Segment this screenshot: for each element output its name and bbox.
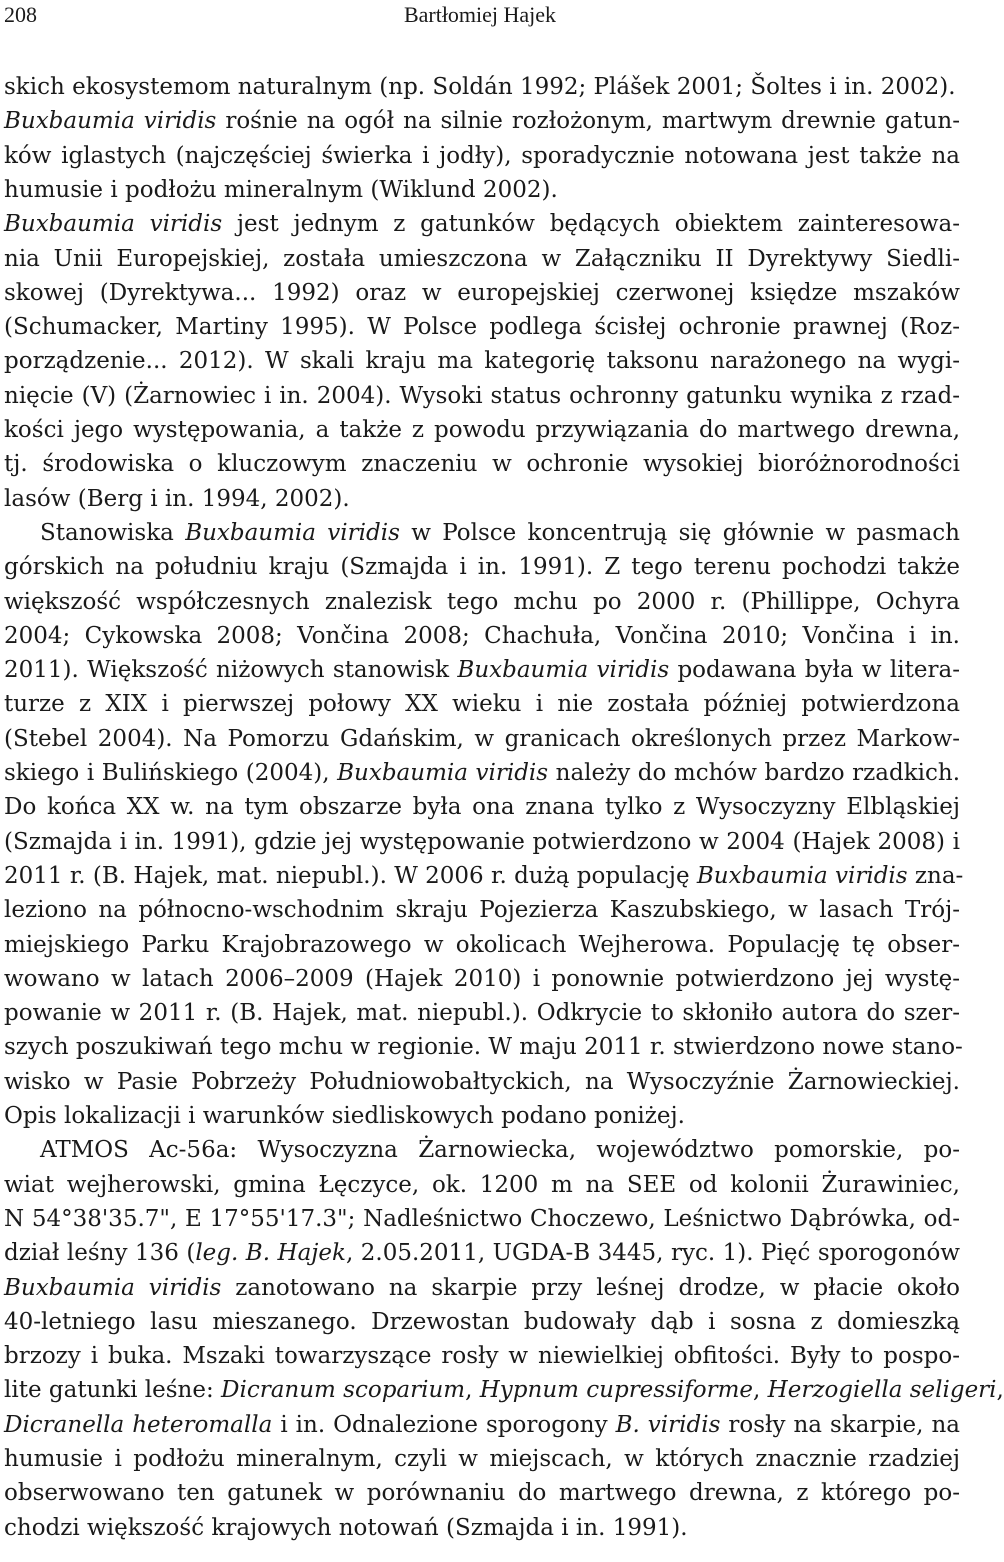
text-line [4,1305,960,1339]
text-line [4,516,960,550]
text-line [4,653,960,687]
italic-text-run: Dicranella heteromalla [4,1411,273,1438]
text-line [4,344,960,378]
text-line [4,790,960,824]
text-line [4,413,960,447]
text-run: górskich na południu kraju (Szmajda i in. 1991). Z tego terenu pochodzi także [4,554,960,581]
text-line [4,1202,960,1236]
text-run: należy do mchów bardzo rzadkich. [548,760,961,786]
text-line [4,550,960,584]
italic-text-run: leg. B. Hajek [195,1240,346,1267]
text-line [4,1373,1004,1407]
text-run: podawana była w litera- [669,657,960,684]
text-line [4,276,960,310]
italic-text-run: Buxbaumia viridis [4,1274,222,1301]
italic-text-run: Hypnum cupressiforme [479,1377,754,1404]
text-run: jest jednym z gatunków będących obiektem zainteresowa- [222,211,960,238]
text-run: dział leśny 136 ( [4,1240,196,1267]
text-run: większość współczesnych znalezisk tego mchu po 2000 r. (Phillippe, Ochyra [4,588,960,615]
text-run: Opis lokalizacji i warunków siedliskowych podano poniżej. [4,1103,685,1129]
text-line [4,242,960,276]
text-run: Do końca XX w. na tym obszarze była ona znana tylko z Wysoczyzny Elbląskiej [4,794,960,821]
text-line [4,207,960,241]
italic-text-run: Buxbaumia viridis [185,519,400,546]
text-line [4,379,960,413]
text-run: , 2.05.2011, UGDA-B 3445, ryc. 1). Pięć sporogonów [345,1240,960,1267]
text-run: N 54°38'35.7", E 17°55'17.3"; Nadleśnictwo Choczewo, Leśnictwo Dąbrówka, od- [4,1205,960,1232]
text-line [4,173,960,207]
text-run: ków iglastych (najczęściej świerka i jodły), sporadycznie notowana jest także na [4,142,960,169]
text-line [4,859,964,893]
text-line [4,687,960,721]
italic-text-run: Dicranum scoparium [221,1377,466,1404]
text-run: turze z XIX i pierwszej połowy XX wieku i nie została później potwierdzona [4,691,960,718]
text-run: Stanowiska [40,519,186,546]
text-run: i in. Odnalezione sporogony [272,1411,616,1438]
text-run: wiat wejherowski, gmina Łęczyce, ok. 1200 m na SEE od kolonii Żurawiniec, [4,1171,960,1198]
text-line [4,1099,960,1133]
italic-text-run: Buxbaumia viridis [4,108,217,135]
text-run: humusie i podłożu mineralnym, czyli w miejscach, w których znacznie rzadziej [4,1446,960,1472]
text-line [4,1271,960,1305]
text-run: , [753,1377,768,1404]
text-run: porządzenie... 2012). W skali kraju ma kategorię taksonu narażonego na wygi- [4,348,960,375]
text-run: kości jego występowania, a także z powodu przywiązania do martwego drewna, [4,417,960,443]
text-run: (Stebel 2004). Na Pomorzu Gdańskim, w granicach określonych przez Markow- [4,725,960,752]
text-run: nia Unii Europejskiej, została umieszczona w Załączniku II Dyrektywy Siedli- [4,245,960,272]
running-title: Bartłomiej Hajek [403,2,557,27]
italic-text-run: Buxbaumia viridis [696,862,908,889]
italic-text-run: B. viridis [615,1411,721,1438]
text-run: tj. środowiska o kluczowym znaczeniu w ochronie wysokiej bioróżnorodności [4,451,960,478]
text-run: w Polsce koncentrują się głównie w pasmach [399,519,960,546]
text-line [4,447,960,481]
text-run: brzozy i buka. Mszaki towarzyszące rosły w niewielkiej obfitości. Były to pospo- [4,1343,960,1370]
text-run: zna- [907,862,964,889]
text-run: miejskiego Parku Krajobrazowego w okolicach Wejherowa. Populację tę obser- [4,931,960,958]
page-number: 208 [4,2,37,27]
text-line [4,996,960,1030]
text-run: , [996,1377,1004,1404]
text-line [4,1476,960,1510]
text-line [4,619,960,653]
text-run: lasów (Berg i in. 1994, 2002). [4,485,350,512]
text-run: zanotowano na skarpie przy leśnej drodze, w płacie około [221,1274,960,1301]
text-line [4,585,960,619]
page-header [0,0,960,34]
text-run: skowej (Dyrektywa... 1992) oraz w europejskiej czerwonej księdze mszaków [4,279,960,306]
text-line [4,1168,960,1202]
text-line [4,722,960,756]
text-run: rosły na skarpie, na [720,1411,960,1438]
text-line [4,1408,960,1442]
text-line [4,1236,960,1270]
italic-text-run: Buxbaumia viridis [457,657,670,684]
text-run: skiego i Bulińskiego (2004), [4,760,338,786]
text-run: lite gatunki leśne: [4,1377,222,1404]
text-run: 40-letniego lasu mieszanego. Drzewostan budowały dąb i sosna z domieszką [4,1308,960,1335]
text-line [4,139,960,173]
italic-text-run: Buxbaumia viridis [337,760,549,786]
text-line [4,1339,960,1373]
text-line [4,1065,960,1099]
text-line [4,1133,960,1167]
text-line [4,70,960,104]
text-run: (Schumacker, Martiny 1995). W Polsce podlega ścisłej ochronie prawnej (Roz- [4,314,960,341]
italic-text-run: Buxbaumia viridis [4,211,223,238]
text-run: wisko w Pasie Pobrzeży Południowobałtyckich, na Wysoczyźnie Żarnowieckiej. [4,1068,960,1095]
text-run: powanie w 2011 r. (B. Hajek, mat. niepubl.). Odkrycie to skłoniło autora do szer- [4,1000,960,1027]
text-run: humusie i podłożu mineralnym (Wiklund 2002). [4,176,558,203]
text-line [4,310,960,344]
text-run: 2004; Cykowska 2008; Vončina 2008; Chachuła, Vončina 2010; Vončina i in. [4,622,960,649]
text-line [4,962,960,996]
text-line [4,756,960,790]
text-run: obserwowano ten gatunek w porównaniu do martwego drewna, z którego po- [4,1480,960,1507]
text-line [4,825,960,859]
text-run: ATMOS Ac-56a: Wysoczyzna Żarnowiecka, województwo pomorskie, po- [40,1137,960,1164]
text-run: chodzi większość krajowych notowań (Szmajda i in. 1991). [4,1514,688,1541]
text-line [4,1442,960,1476]
text-run: 2011). Większość niżowych stanowisk [4,657,458,684]
text-line [4,1030,963,1064]
text-run: nięcie (V) (Żarnowiec i in. 2004). Wysoki status ochronny gatunku wynika z rzad- [4,382,960,409]
text-line [4,893,960,927]
text-line [4,482,960,516]
text-line [4,928,960,962]
text-run: , [465,1377,480,1404]
text-line [4,1511,960,1545]
text-run: (Szmajda i in. 1991), gdzie jej występowanie potwierdzono w 2004 (Hajek 2008) i [4,828,960,855]
text-run: szych poszukiwań tego mchu w regionie. W maju 2011 r. stwierdzono nowe stano- [4,1034,963,1061]
text-run: 2011 r. (B. Hajek, mat. niepubl.). W 2006 r. dużą populację [4,862,697,889]
text-run: skich ekosystemom naturalnym (np. Soldán 1992; Plášek 2001; Šoltes i in. 2002). [4,74,956,100]
italic-text-run: Herzogiella seligeri [767,1377,997,1404]
text-run: wowano w latach 2006–2009 (Hajek 2010) i ponownie potwierdzono jej wystę- [4,965,960,992]
text-line [4,104,960,138]
text-run: rośnie na ogół na silnie rozłożonym, martwym drewnie gatun- [216,108,960,135]
text-run: leziono na północno-wschodnim skraju Pojezierza Kaszubskiego, w lasach Trój- [4,897,960,924]
